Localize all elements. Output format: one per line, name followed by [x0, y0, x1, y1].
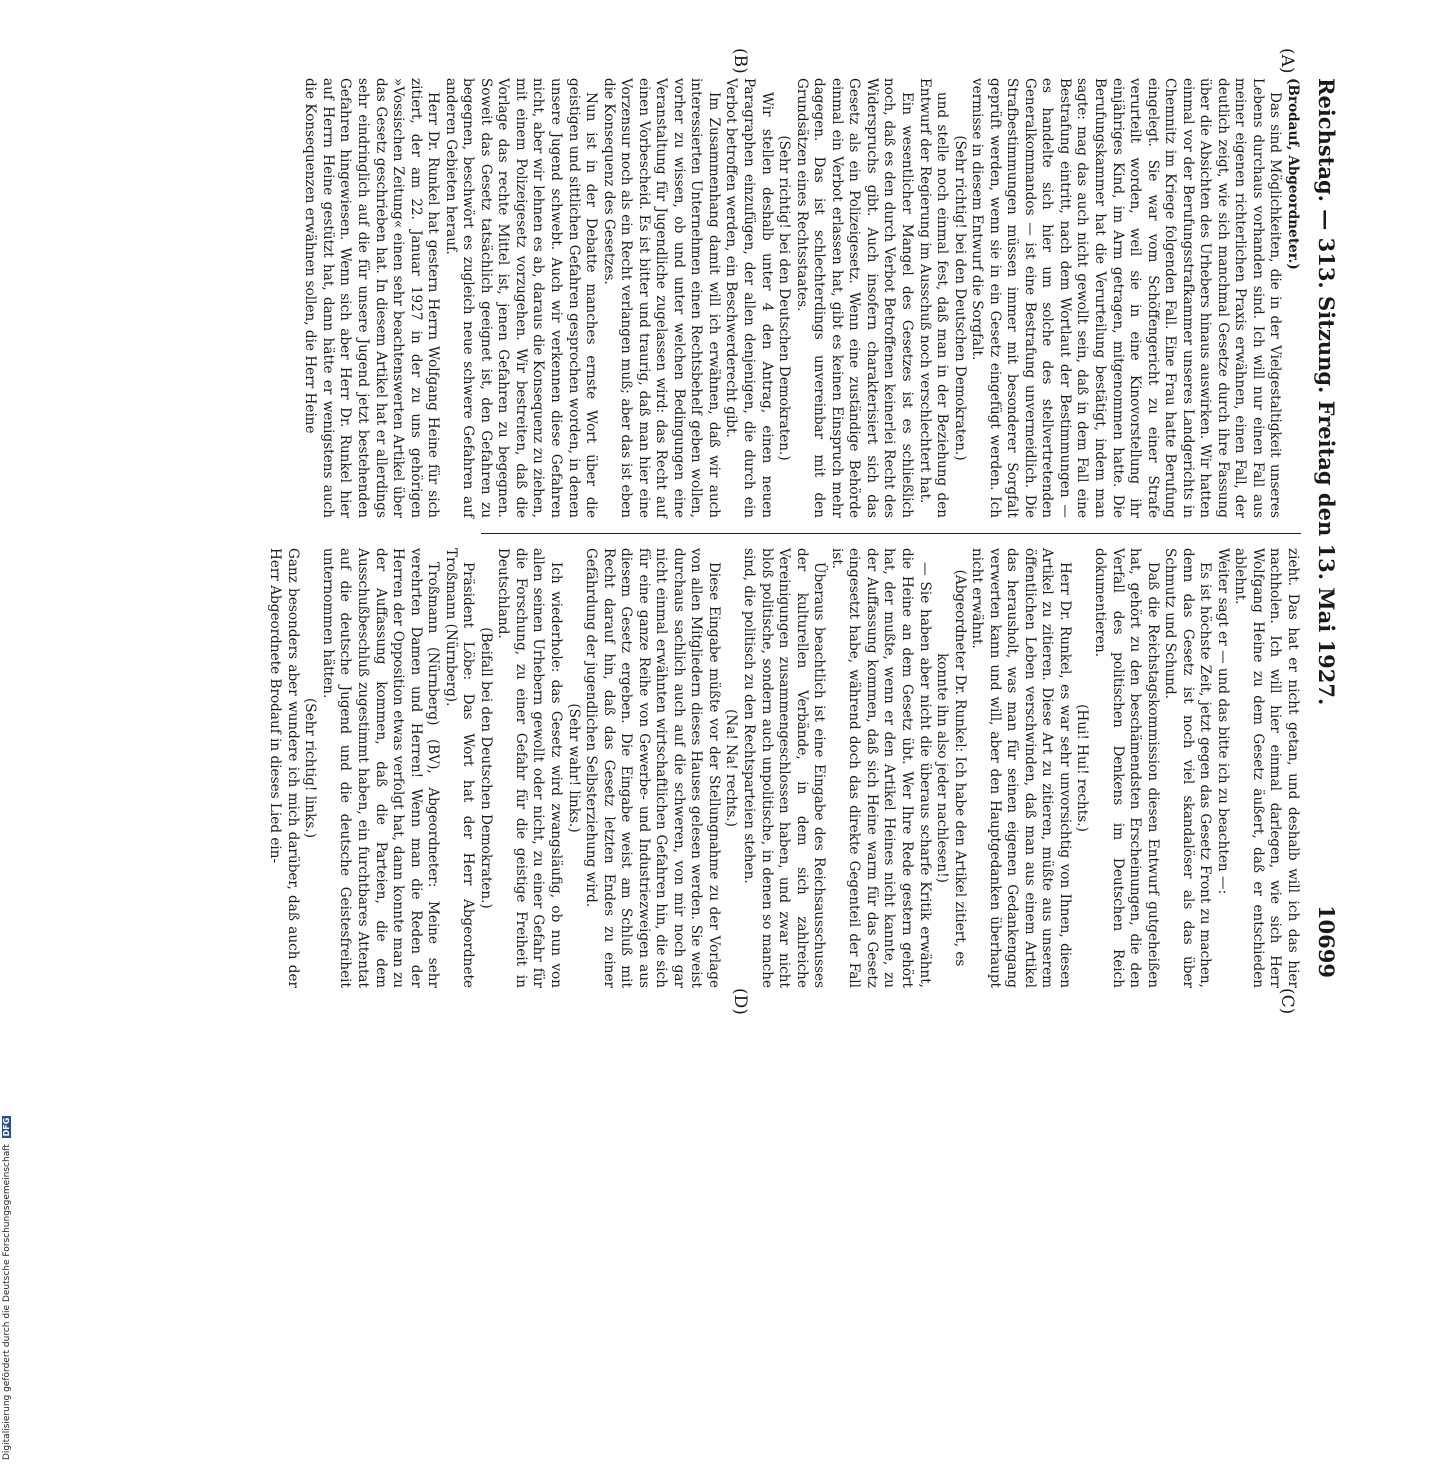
paragraph: (Sehr wahr! links.): [565, 703, 582, 833]
paragraph: Präsident Löbe: Das Wort hat der Herr Abgeordnete Troßmann (Nürnberg).: [442, 548, 477, 988]
paragraph: Herr Dr. Runkel, es war sehr unvorsichtig von Ihnen, diesen Artikel zu zitieren. Diese Art zu zitieren, müßte aus unserem öffentlichen Leben verschwinden, daß man aus einem Artikel das herausholt, was man für seinen eigenen Gedankengang verwerten kann und will, aber den Hauptgedanken überhaupt nicht erwähnt.: [969, 548, 1073, 988]
paragraph: (Na! Na! rechts.): [723, 709, 740, 827]
paragraph: Wir stellen deshalb unter 4 den Antrag, einen neuen Paragraphen einzufügen, der allen denjenigen, die durch ein Verbot betroffen werden, ein Beschwerderecht gibt.: [723, 78, 775, 518]
paragraph: Das sind Möglichkeiten, die in der Vielgestaltigkeit unseres Lebens durchaus vorhanden sind. Ich will nur einen Fall aus meiner eigenen richterlichen Praxis erwähnen, einen Fall, der deutlich zeigt, wie sich manchmal Gesetze durch ihre Fassung über die Absichten des Urhebers hinaus auswirken. Wir hatten einmal vor der Berufungsstrafkammer unseres Landgerichts in Chemnitz im Kriege folgenden Fall. Eine Frau hatte Berufung eingelegt. Sie war vom Schöffengericht zu einer Strafe verurteilt worden, weil sie in eine Kinovorstellung ihr einjähriges Kind, im Arm getragen, mitgenommen hatte. Die Berufungskammer hat die Verurteilung bestätigt, indem man sagte: mag das auch nicht gewollt sein, daß in dem Fall eine Bestrafung eintritt, nach dem Wortlaut der Bestimmungen — es handelte sich hier um solche des stellvertretenden Generalkommandos — ist eine Bestrafung unvermeidlich. Die Strafbestimmungen müssen immer mit besonderer Sorgfalt geprüft werden, wenn sie in ein Gesetz eingefügt werden. Ich vermisse in diesem Entwurf die Sorgfalt.: [969, 78, 1284, 518]
paragraph: zieht. Das hat er nicht getan, und deshalb will ich das hier nachholen. Ich will hier einmal darlegen, wie sich Herr Wolfgang Heine zu dem Gesetz äußert, daß er entschieden ablehnt.: [1232, 548, 1301, 988]
margin-mark-d: (D): [730, 988, 750, 1015]
paragraph: Nun ist in der Debatte manches ernste Wort über die geistigen und sittlichen Gefahren gesprochen worden, in denen unsere Jugend schwebt. Auch wir verkennen diese Gefahren nicht, aber wir lehnen es ab, daraus die Konsequenz zu ziehen, mit einem Polizeigesetz vorzugehen. Wir bestreiten, daß die Vorlage das rechte Mittel ist, jenen Gefahren zu begegnen. Soweit das Gesetz tatsächlich geeignet ist, den Gefahren zu begegnen, beschwört es zugleich neue schwere Gefahren auf anderen Gebieten herauf.: [442, 78, 600, 518]
header-title: Reichstag. — 313. Sitzung. Freitag den 13. Mai 1927.: [1314, 78, 1339, 706]
paragraph: Troßmann (Nürnberg) (BV), Abgeordneter: Meine sehr verehrten Damen und Herren! Wenn man die Reden der Herren der Opposition etwas verfolgt hat, dann konnte man zu der Auffassung kommen, daß die Parteien, die dem Ausschußbeschluß zugestimmt haben, ein furchtbares Attentat auf die deutsche Jugend und die deutsche Geistesfreiheit unternommen hätten.: [319, 548, 442, 988]
paragraph: (Sehr richtig! bei den Deutschen Demokraten.): [951, 135, 968, 461]
paragraph: Es ist höchste Zeit, jetzt gegen das Gesetz Front zu machen, denn das Gesetz ist noch viel skandalöser als das über Schmutz und Schund.: [1162, 548, 1214, 988]
paragraph: Daß die Reichstagskommission diesen Entwurf gutgeheißen hat, gehört zu den beschämendsten Erscheinungen, die den Verfall des politischen Denkens im Deutschen Reich dokumentieren.: [1091, 548, 1161, 988]
paragraph: Weiter sagt er — und das bitte ich zu beachten —:: [1214, 548, 1231, 895]
paragraph: und stelle noch einmal fest, daß man in der Beziehung den Entwurf der Regierung im Ausschuß noch verschlechtert hat.: [916, 78, 951, 518]
paragraph: (Sehr richtig! links.): [302, 697, 319, 839]
dfg-logo: DFG: [2, 1117, 11, 1137]
paragraph: Überaus beachtlich ist eine Eingabe des Reichsausschusses der kulturellen Verbände, in dem sich zahlreiche Vereinigungen zusammengeschlossen haben, und zwar nicht bloß politische, sondern auch unpolitische, in denen so manche sind, die politisch zu den Rechtsparteien stehen.: [741, 548, 828, 988]
paragraph: Im Zusammenhang damit will ich erwähnen, daß wir auch interessierten Unternehmen einen Rechtsbehelf geben wollen, vorher zu wissen, ob und unter welchen Bedingungen eine Veranstaltung für Jugendliche zugelassen wird: das Recht auf einen Vorbescheid. Es ist bitter und traurig, daß man hier eine Vorzensur noch als ein Recht verlangen muß; aber das ist eben die Konsequenz des Gesetzes.: [600, 78, 722, 518]
paragraph: Ganz besonders aber wundere ich mich darüber, daß auch der Herr Abgeordnete Brodauf in dieses Lied ein-: [267, 548, 301, 988]
digitization-footer: [2, 470, 16, 1470]
paragraph: (Beifall bei den Deutschen Demokraten.): [477, 627, 494, 909]
right-column: [267, 548, 1301, 988]
margin-mark-b: (B): [730, 48, 750, 74]
margin-mark-c: (C): [1277, 988, 1297, 1015]
paragraph: (Brodauf, Abgeordneter.): [1285, 78, 1301, 270]
margin-mark-a: (A): [1277, 48, 1297, 74]
paragraph: Ein wesentlicher Mangel des Gesetzes ist es schließlich noch, daß es den durch Verbot Betroffenen keinerlei Recht des Widerspruchs gibt. Auch insofern charakterisiert sich das Gesetz als ein Polizeigesetz. Wenn eine zuständige Behörde einmal ein Verbot erlassen hat, gibt es keinen Einspruch mehr dagegen. Das ist schlechterdings unvereinbar mit den Grundsätzen eines Rechtsstaates.: [793, 78, 915, 518]
paragraph: Diese Eingabe müßte vor der Stellungnahme zu der Vorlage von allen Mitgliedern dieses Hauses gelesen werden. Sie weist durchaus sachlich auch auf die schweren, von mir noch gar nicht einmal erwähnten wirtschaftlichen Gefahren hin, die sich für eine ganze Reihe von Gewerbe- und Industriezweigen aus diesem Gesetz ergeben. Die Eingabe weist am Schluß mit Recht darauf hin, daß das Gesetz letzten Endes zu einer Gefährdung der jugendlichen Selbsterziehung wird.: [583, 548, 722, 988]
page-header: [1305, 78, 1345, 978]
paragraph: — Sie haben aber nicht die überaus scharfe Kritik erwähnt, die Heine an dem Gesetz übt. Wer Ihre Rede gestern gehört hat, der mußte, wenn er den Artikel Heines nicht kannte, zu der Auffassung kommen, daß sich Heine warm für das Gesetz eingesetzt habe, während doch das direkte Gegenteil der Fall ist.: [828, 548, 933, 988]
column-divider: [481, 533, 1301, 534]
rotated-page: [125, 48, 1345, 1015]
left-column: [302, 78, 1301, 518]
paragraph: (Hui! Hui! rechts.): [1074, 704, 1091, 832]
footer-text: Digitalisierung gefördert durch die Deutsche Forschungsgemeinschaft: [2, 1144, 12, 1460]
paragraph: (Sehr richtig! bei den Deutschen Demokraten.): [776, 135, 793, 461]
paragraph: Ich wiederhole: das Gesetz wird zwangsläufig, ob nun von allen seinen Urhebern gewollt oder nicht, zu einer Gefahr für die Forschung, zu einer Gefahr für die geistige Freiheit in Deutschland.: [495, 548, 565, 988]
paragraph: (Abgeordneter Dr. Runkel: Ich habe den Artikel zitiert, es konnte ihn also jeder nachlesen!): [934, 569, 968, 967]
page-number: 10699: [1314, 904, 1339, 978]
paragraph: Herr Dr. Runkel hat gestern Herrn Wolfgang Heine für sich zitiert, der am 22. Januar 1927 in der zu uns gehörigen »Vossischen Zeitung« einen sehr beachtenswerten Artikel über das Gesetz geschrieben hat. In diesem Artikel hat er allerdings sehr eindringlich auf die für unsere Jugend jetzt bestehenden Gefahren hingewiesen. Wenn sich aber Herr Dr. Runkel hier auf Herrn Heine gestützt hat, dann hätte er wenigstens auch die Konsequenzen erwähnen sollen, die Herr Heine: [302, 78, 442, 518]
